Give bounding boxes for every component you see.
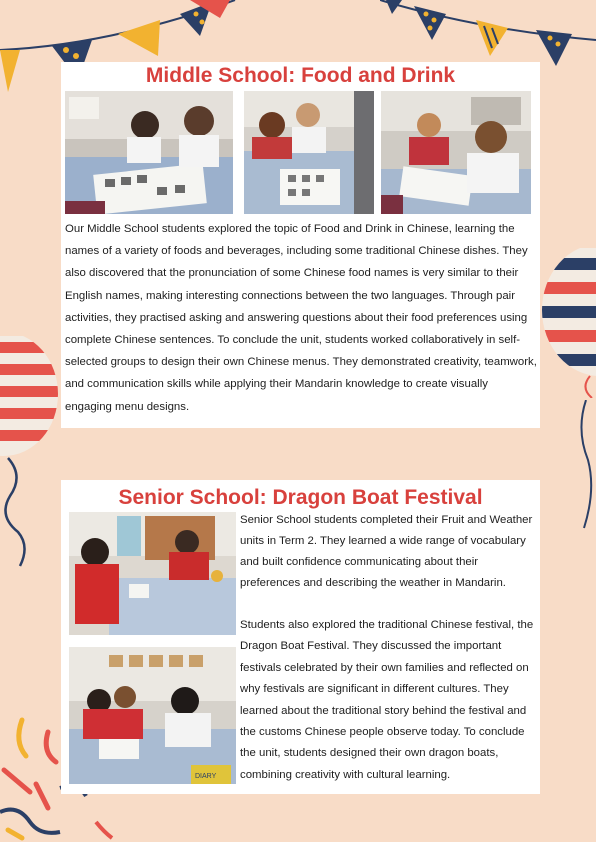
senior-school-paragraph-1: Senior School students completed their Fruit and Weather units in Term 2. They learned a wide range of vocabulary and built confidence communicating about their preferences and describing the weather in Mandarin. (240, 514, 533, 589)
striped-balloon-right (540, 248, 596, 398)
middle-school-photo-3 (381, 91, 531, 214)
senior-school-photo-2 (69, 647, 236, 784)
middle-school-card (61, 62, 540, 428)
senior-school-card (61, 480, 540, 794)
corner-flag-icon (190, 0, 230, 20)
senior-school-title: Senior School: Dragon Boat Festival (118, 486, 483, 509)
senior-school-photo-1 (69, 512, 236, 635)
middle-school-title: Middle School: Food and Drink (145, 64, 456, 87)
diary-book-label: DIARY (195, 773, 217, 780)
striped-balloon-left (0, 336, 60, 586)
middle-school-photo-1 (65, 91, 233, 214)
middle-school-photo-2 (244, 91, 374, 214)
senior-school-paragraph-2: Students also explored the traditional Chinese festival, the Dragon Boat Festival. They discussed the important festivals celebrated by their own families and reflected on why festivals are significant in different cultures. They learned about the traditional story behind the festival and the customs Chinese people observe today. To conclude the unit, students designed their own dragon boats, combining creativity with cultural learning. (240, 619, 534, 781)
middle-school-paragraph: Our Middle School students explored the topic of Food and Drink in Chinese, learning the names of a variety of foods and beverages, including some traditional Chinese dishes. They also discovered that the pronunciation of some Chinese food names is very similar to their English names, making interesting connections between the two languages. Through pair activities, they practised asking and answering questions about their food preferences using complete Chinese sentences. To conclude the unit, students worked collaboratively in self-selected groups to design their own Chinese menus. They demonstrated creativity, teamwork, and communication skills while applying their Mandarin knowledge to create visually engaging menu designs. (65, 223, 537, 413)
balloon-string-right (572, 400, 596, 530)
